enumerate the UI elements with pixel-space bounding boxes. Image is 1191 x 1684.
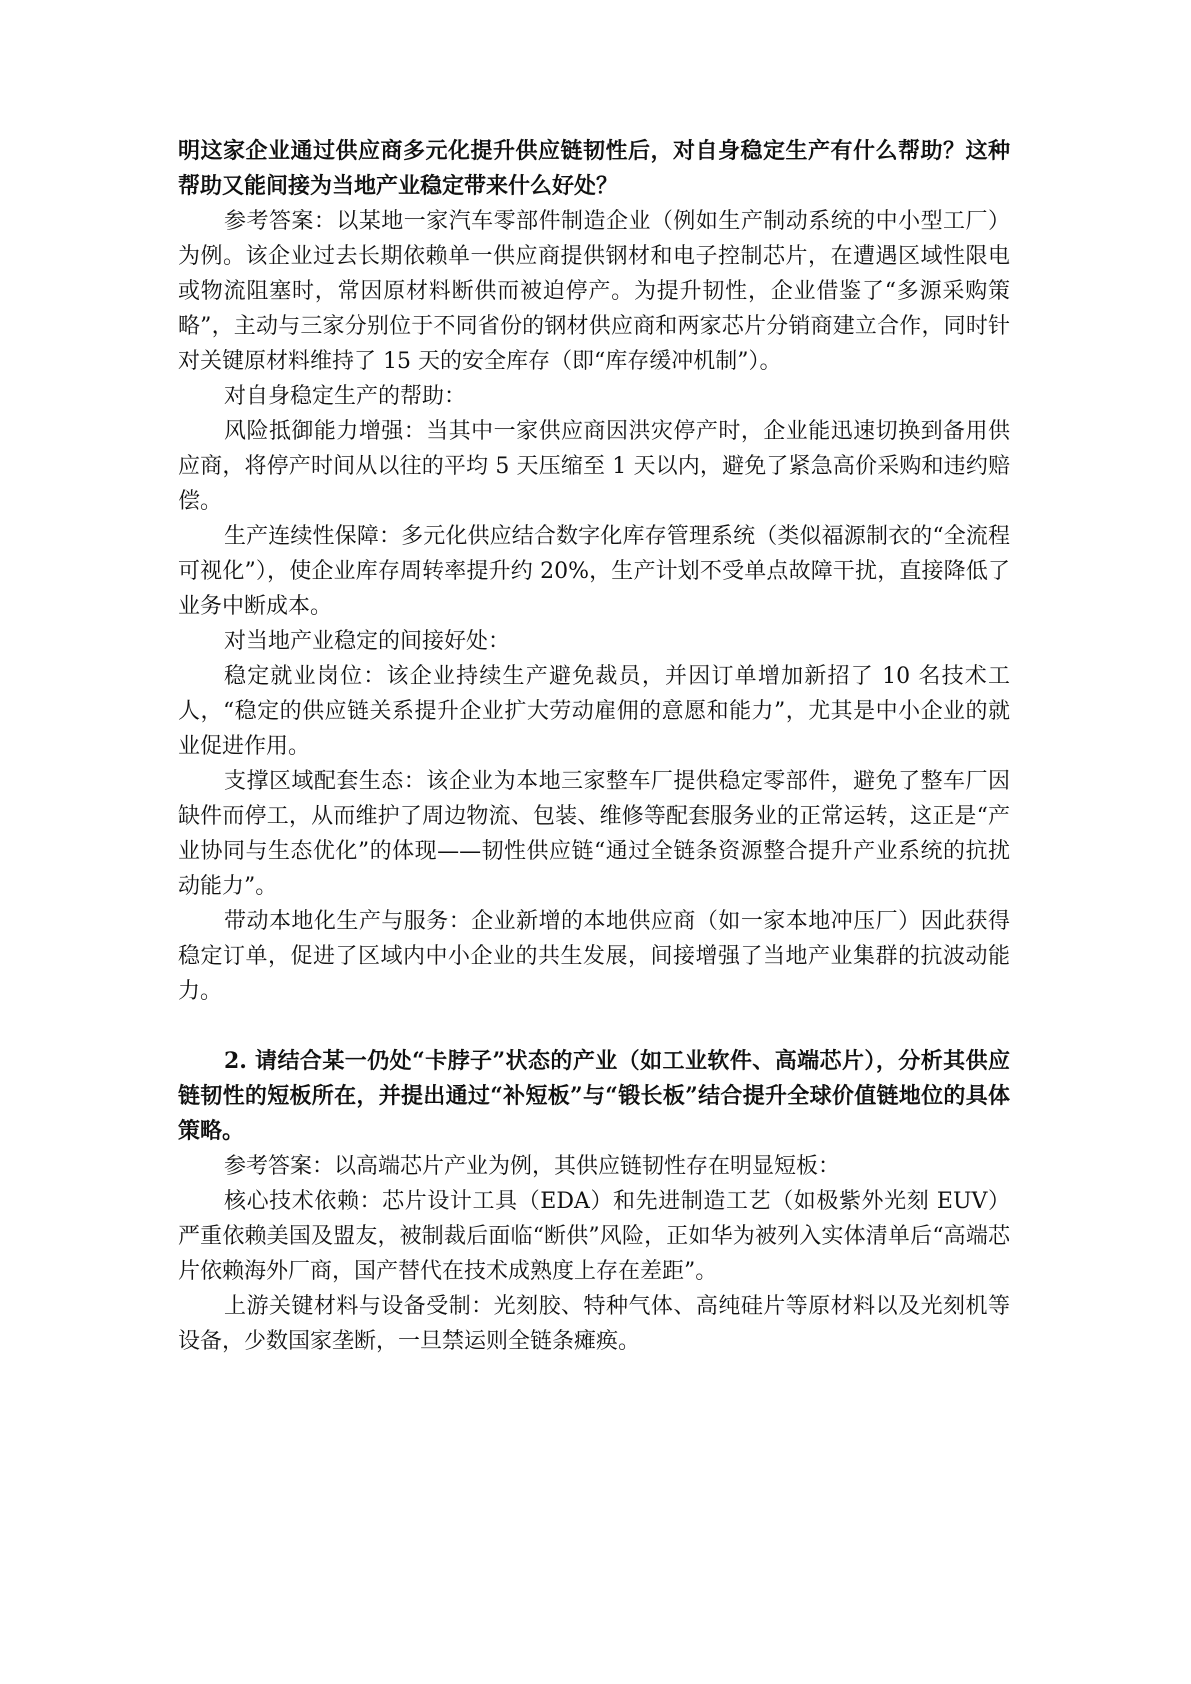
answer-1-local-heading: 对当地产业稳定的间接好处： bbox=[224, 629, 511, 654]
answer-1-self-point-2: 生产连续性保障：多元化供应结合数字化库存管理系统（类似福源制衣的“全流程可视化”），使企业库存周转率提升约 20%，生产计划不受单点故障干扰，直接降低了业务中断成本。 bbox=[178, 524, 1010, 619]
answer-2-point-1: 核心技术依赖：芯片设计工具（EDA）和先进制造工艺（如极紫外光刻 EUV）严重依赖美国及盟友，被制裁后面临“断供”风险，正如华为被列入实体清单后“高端芯片依赖海外厂商，国产替代在技术成熟度上存在差距”。 bbox=[178, 1189, 1010, 1284]
question-1-tail: 明这家企业通过供应商多元化提升供应链韧性后，对自身稳定生产有什么帮助？这种帮助又能间接为当地产业稳定带来什么好处？ bbox=[178, 138, 1010, 199]
answer-1-self-heading: 对自身稳定生产的帮助： bbox=[224, 384, 467, 409]
document-body bbox=[178, 134, 1010, 1359]
answer-1-intro: 参考答案：以某地一家汽车零部件制造企业（例如生产制动系统的中小型工厂）为例。该企业过去长期依赖单一供应商提供钢材和电子控制芯片，在遭遇区域性限电或物流阻塞时，常因原材料断供而被迫停产。为提升韧性，企业借鉴了“多源采购策略”，主动与三家分别位于不同省份的钢材供应商和两家芯片分销商建立合作，同时针对关键原材料维持了 15 天的安全库存（即“库存缓冲机制”）。 bbox=[178, 209, 1010, 374]
answer-2-intro: 参考答案：以高端芯片产业为例，其供应链韧性存在明显短板： bbox=[224, 1154, 841, 1179]
answer-1-local-point-2: 支撑区域配套生态：该企业为本地三家整车厂提供稳定零部件，避免了整车厂因缺件而停工，从而维护了周边物流、包装、维修等配套服务业的正常运转，这正是“产业协同与生态优化”的体现——韧性供应链“通过全链条资源整合提升产业系统的抗扰动能力”。 bbox=[178, 769, 1010, 899]
answer-1-self-point-1: 风险抵御能力增强：当其中一家供应商因洪灾停产时，企业能迅速切换到备用供应商，将停产时间从以往的平均 5 天压缩至 1 天以内，避免了紧急高价采购和违约赔偿。 bbox=[178, 419, 1010, 514]
answer-1-local-point-1: 稳定就业岗位：该企业持续生产避免裁员，并因订单增加新招了 10 名技术工人，“稳定的供应链关系提升企业扩大劳动雇佣的意愿和能力”，尤其是中小企业的就业促进作用。 bbox=[178, 664, 1010, 759]
paragraph-gap bbox=[178, 1009, 1010, 1044]
question-2: 2. 请结合某一仍处“卡脖子”状态的产业（如工业软件、高端芯片），分析其供应链韧性的短板所在，并提出通过“补短板”与“锻长板”结合提升全球价值链地位的具体策略。 bbox=[178, 1048, 1010, 1144]
answer-1-local-point-3: 带动本地化生产与服务：企业新增的本地供应商（如一家本地冲压厂）因此获得稳定订单，促进了区域内中小企业的共生发展，间接增强了当地产业集群的抗波动能力。 bbox=[178, 909, 1010, 1004]
answer-2-point-2: 上游关键材料与设备受制：光刻胶、特种气体、高纯硅片等原材料以及光刻机等设备，少数国家垄断，一旦禁运则全链条瘫痪。 bbox=[178, 1294, 1010, 1354]
